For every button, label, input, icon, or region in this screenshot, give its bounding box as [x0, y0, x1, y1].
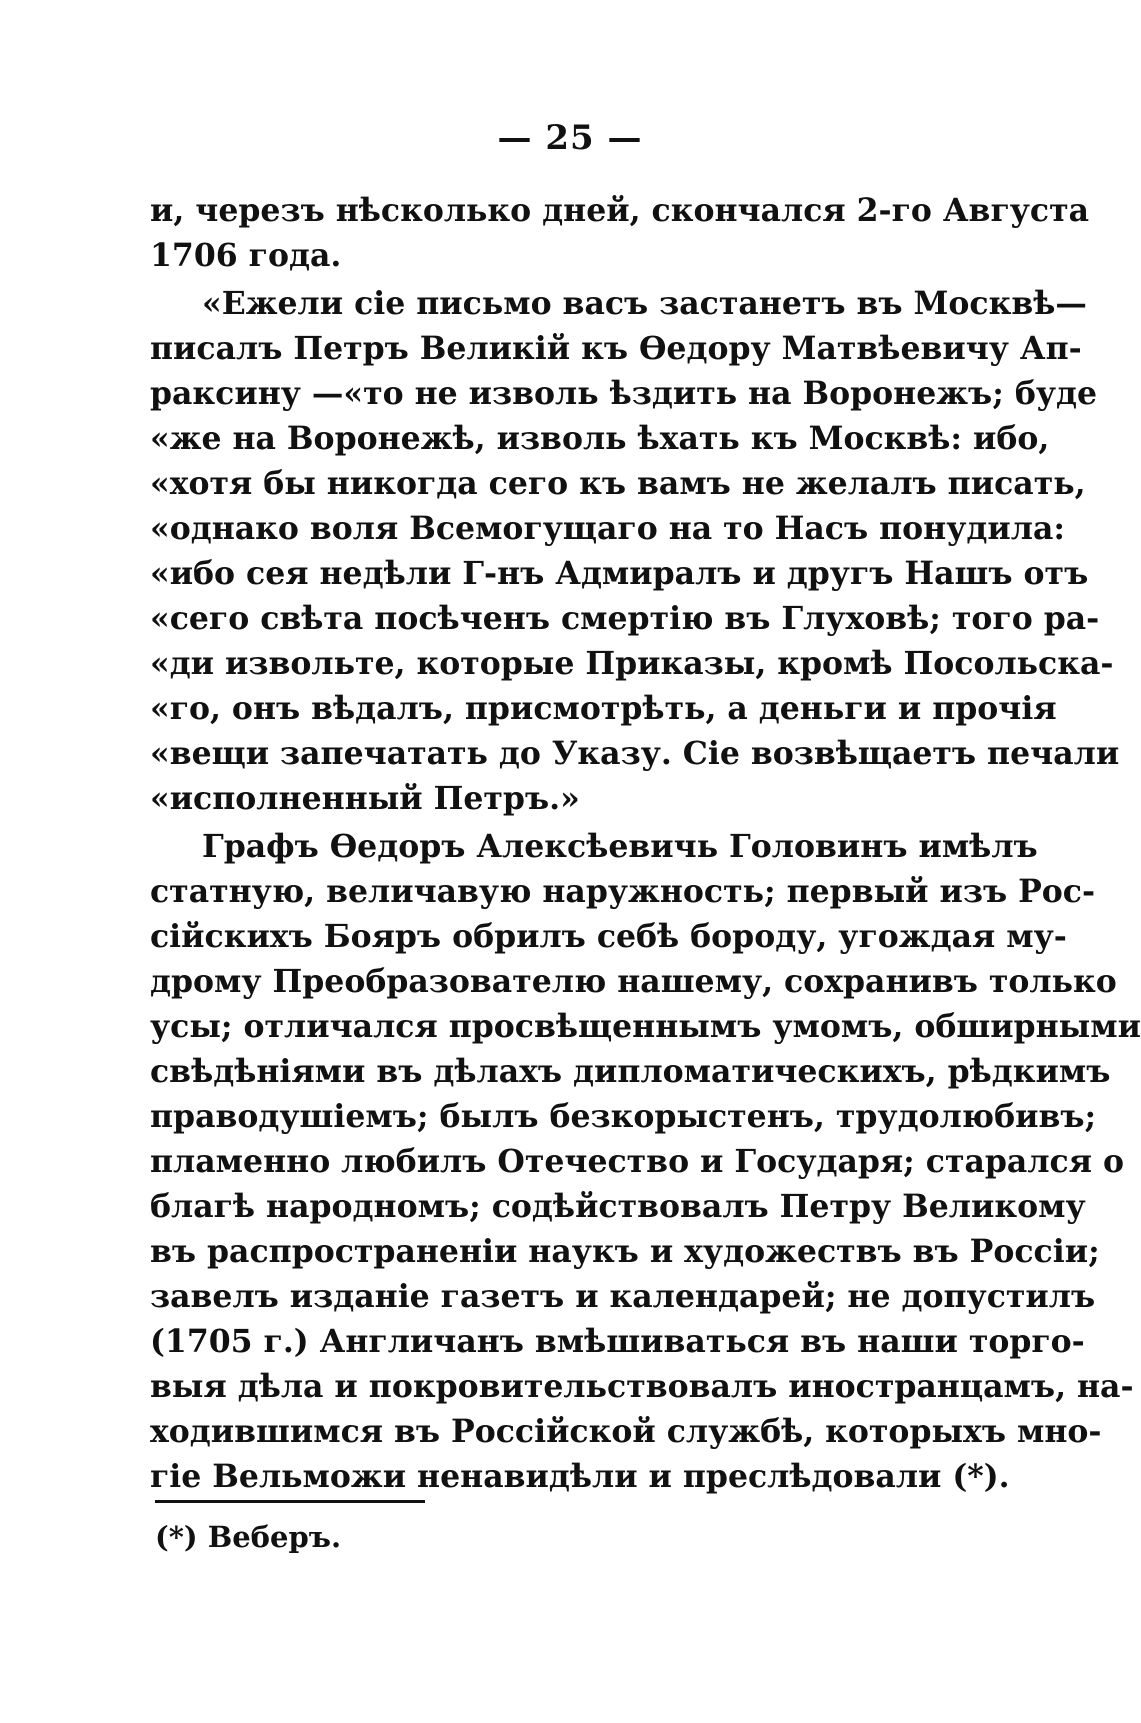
- text-line: «сего свѣта посѣченъ смертію въ Глуховѣ; того ра-: [150, 600, 1100, 637]
- body-text: [150, 188, 1141, 1502]
- footnote: (*) Веберъ.: [155, 1520, 342, 1554]
- text-line: гіе Вельможи ненавидѣли и преслѣдовали (*).: [150, 1458, 1010, 1495]
- text-line: ходившимся въ Россійской службѣ, которыхъ мно-: [150, 1413, 1102, 1450]
- text-line: «исполненный Петръ.»: [150, 780, 580, 817]
- text-line: завелъ изданіе газетъ и календарей; не допустилъ: [150, 1278, 1096, 1315]
- text-line: усы; отличался просвѣщеннымъ умомъ, обширными: [150, 1008, 1141, 1045]
- text-line: благѣ народномъ; содѣйствовалъ Петру Великому: [150, 1188, 1086, 1225]
- text-line: (1705 г.) Англичанъ вмѣшиваться въ наши торго-: [150, 1323, 1085, 1360]
- text-line: выя дѣла и покровительствовалъ иностранцамъ, на-: [150, 1368, 1134, 1405]
- text-line: «хотя бы никогда сего къ вамъ не желалъ писать,: [150, 465, 1086, 502]
- text-line: и, черезъ нѣсколько дней, скончался 2-го Августа: [150, 192, 1090, 229]
- paragraph: [150, 188, 1090, 278]
- text-line: пламенно любилъ Отечество и Государя; старался о: [150, 1143, 1124, 1180]
- text-line: «же на Воронежѣ, изволь ѣхать къ Москвѣ: ибо,: [150, 420, 1050, 457]
- paragraph: [150, 281, 1120, 821]
- text-line: «ибо сея недѣли Г-нъ Адмиралъ и другъ Нашъ отъ: [150, 555, 1089, 592]
- paragraph: [150, 824, 1141, 1499]
- text-line: «Ежели сіе письмо васъ застанетъ въ Москвѣ—: [202, 285, 1087, 322]
- text-line: «ди извольте, которые Приказы, кромѣ Посольска-: [150, 645, 1114, 682]
- text-line: Графъ Ѳедоръ Алексѣевичь Головинъ имѣлъ: [202, 828, 1038, 865]
- page-number: — 25 —: [497, 118, 643, 158]
- text-line: статную, величавую наружность; первый изъ Рос-: [150, 873, 1096, 910]
- text-line: дрому Преобразователю нашему, сохранивъ только: [150, 963, 1117, 1000]
- text-line: «однако воля Всемогущаго на то Насъ понудила:: [150, 510, 1065, 547]
- text-line: раксину —«то не изволь ѣздить на Воронежъ; буде: [150, 375, 1098, 412]
- text-line: писалъ Петръ Великій къ Ѳедору Матвѣевичу Ап-: [150, 330, 1082, 367]
- text-line: «вещи запечатать до Указу. Сіе возвѣщаетъ печали: [150, 735, 1120, 772]
- text-line: сійскихъ Бояръ обрилъ себѣ бороду, угождая му-: [150, 918, 1067, 955]
- text-line: свѣдѣніями въ дѣлахъ дипломатическихъ, рѣдкимъ: [150, 1053, 1111, 1090]
- text-line: въ распространеніи наукъ и художествъ въ Россіи;: [150, 1233, 1100, 1270]
- text-line: праводушіемъ; былъ безкорыстенъ, трудолюбивъ;: [150, 1098, 1097, 1135]
- footnote-divider: [155, 1500, 425, 1503]
- text-line: «го, онъ вѣдалъ, присмотрѣть, а деньги и прочія: [150, 690, 1057, 727]
- text-line: 1706 года.: [150, 237, 342, 274]
